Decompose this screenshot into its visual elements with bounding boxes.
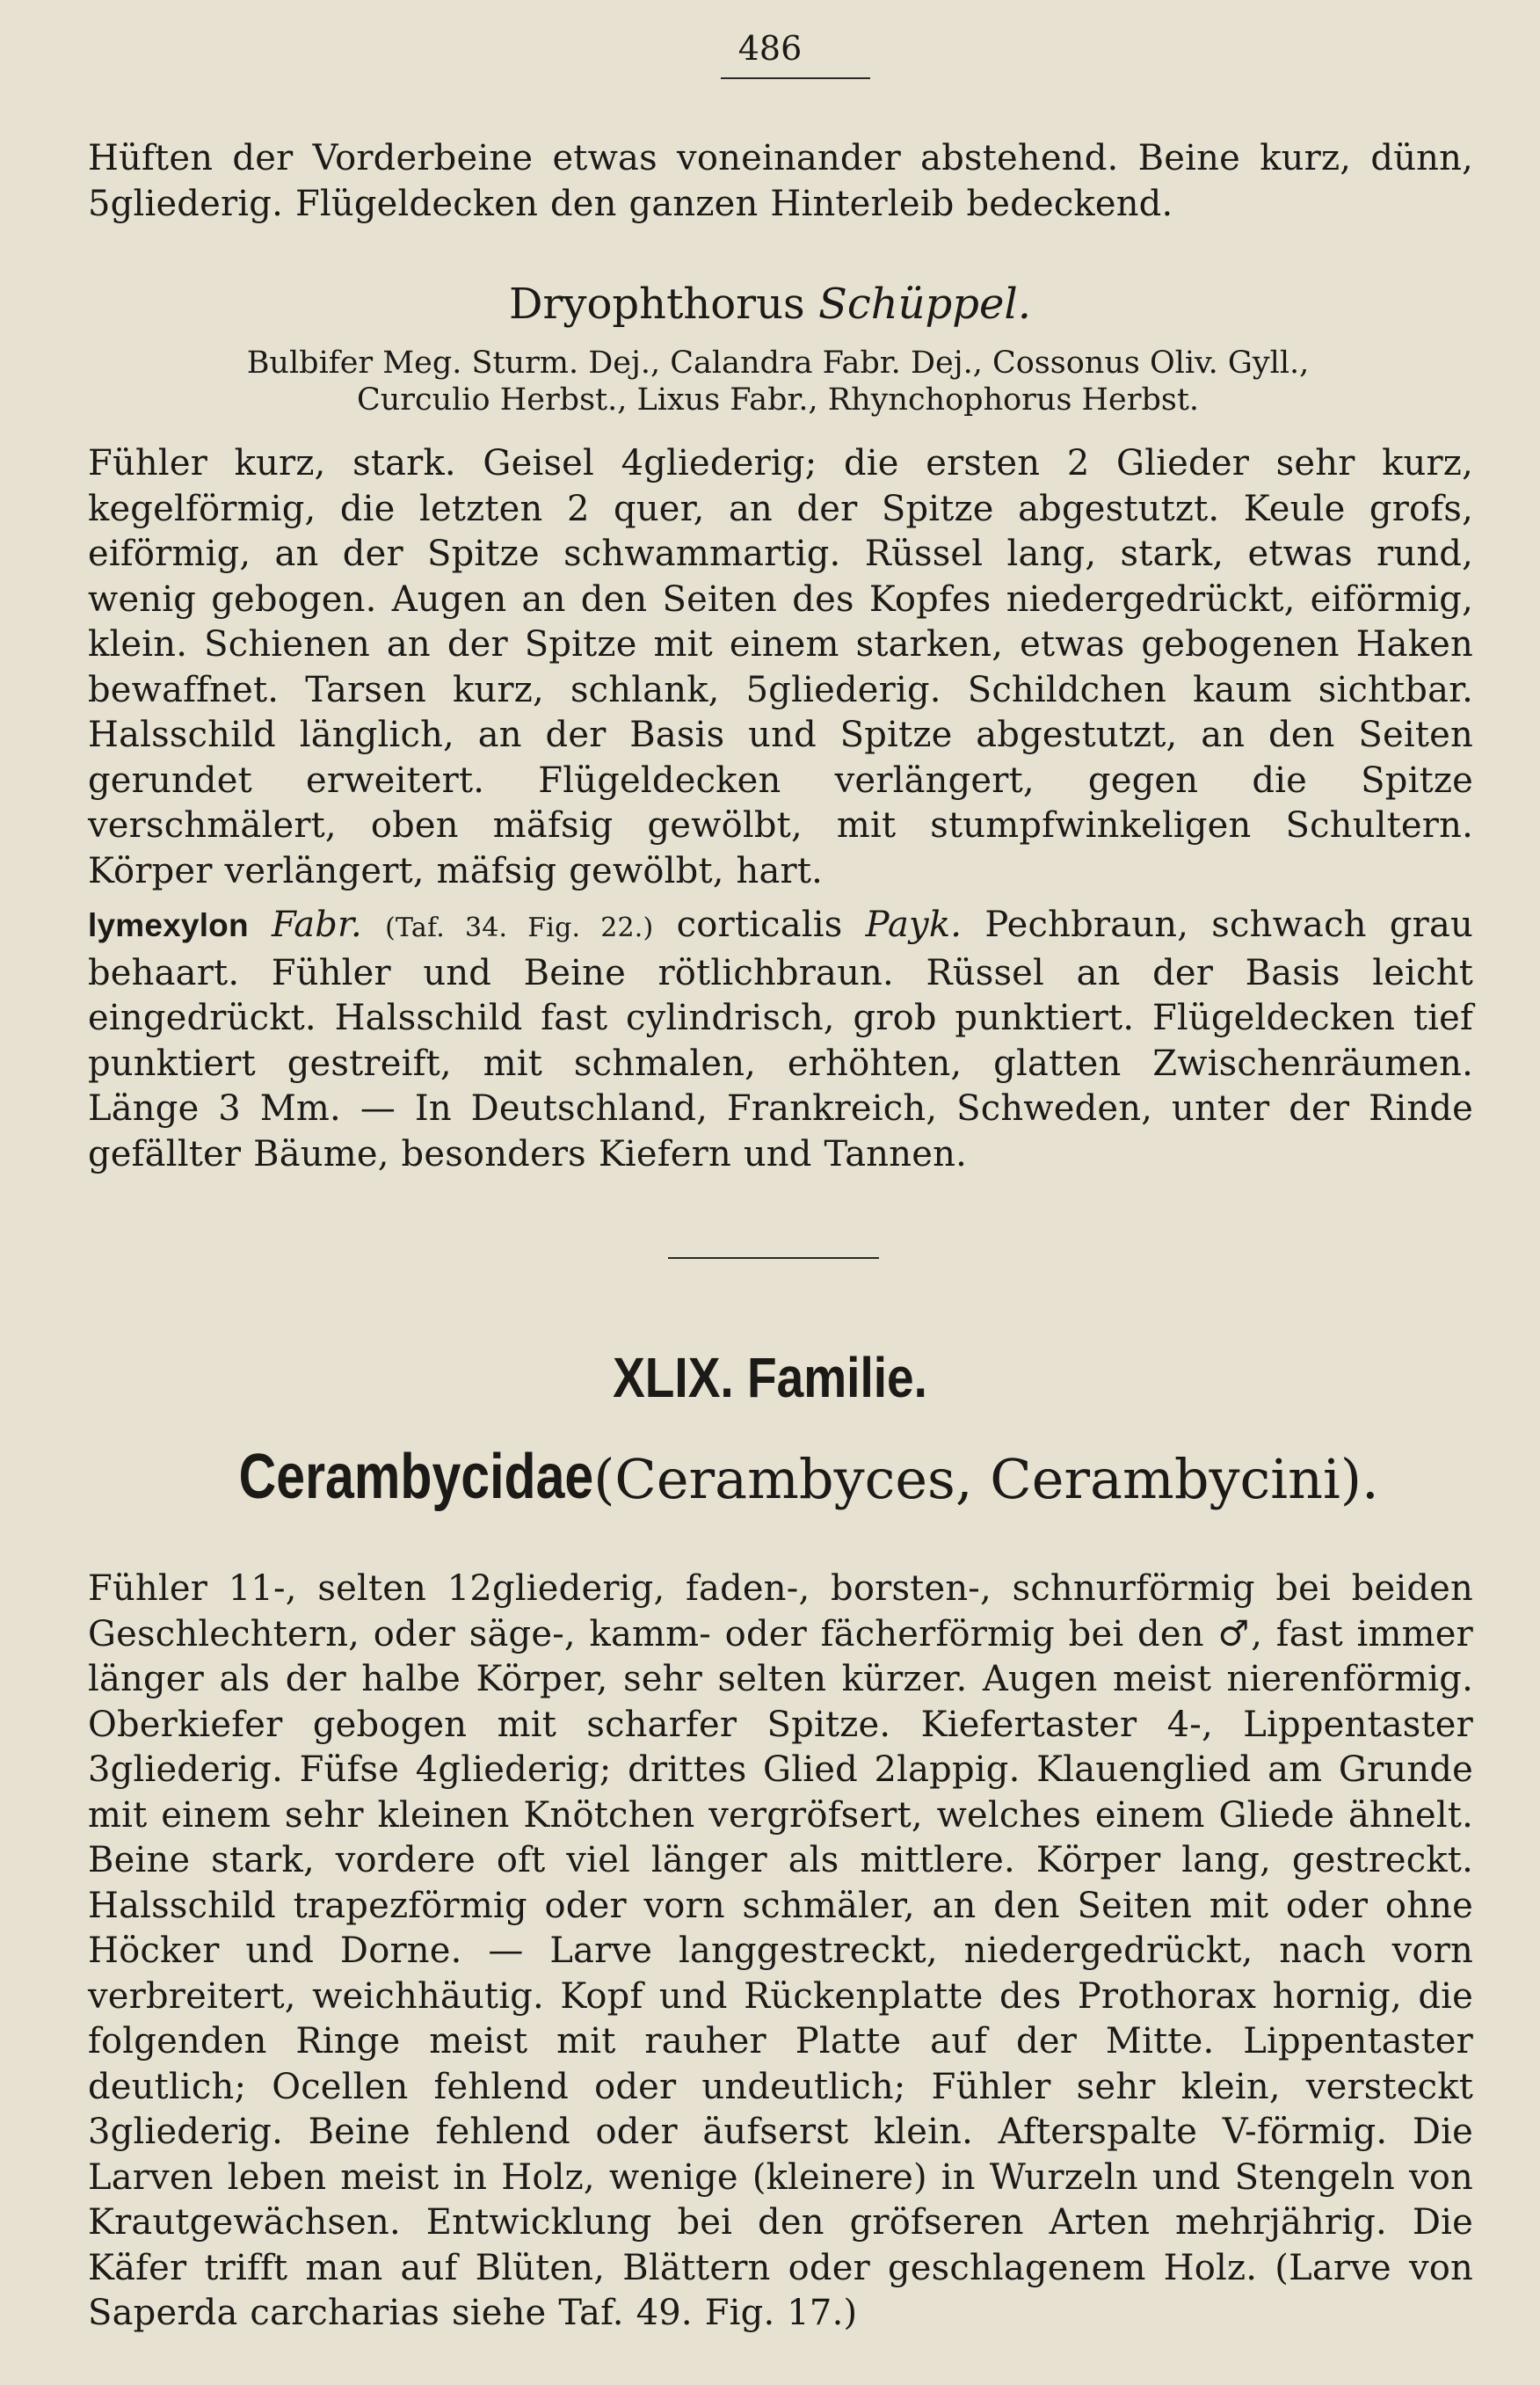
intro-paragraph: Hüften der Vorderbeine etwas voneinander abstehend. Beine kurz, dünn, 5gliederig. Flügeldecken den ganzen Hinterleib bedeckend. bbox=[88, 138, 1473, 224]
genus-author: Schüppel. bbox=[817, 280, 1031, 329]
family-description: Fühler 11-, selten 12gliederig, faden-, borsten-, schnurförmig bei beiden Geschlechtern, oder säge-, kamm- oder fächerförmig bei den ♂, fast immer länger als der halbe Körper, sehr selten kürzer. Augen meist nierenförmig. Oberkiefer gebogen mit scharfer Spitze. Kiefertaster 4-, Lippentaster 3gliederig. Füfse 4gliederig; drittes Glied 2lappig. Klauenglied am Grunde mit einem sehr kleinen Knötchen vergröfsert, welches einem Gliede ähnelt. Beine stark, vordere oft viel länger als mittlere. Körper lang, gestreckt. Halsschild trapezförmig oder vorn schmäler, an den Seiten mit oder ohne Höcker und Dorne. — Larve langgestreckt, niedergedrückt, nach vorn verbreitert, weichhäutig. Kopf und Rückenplatte des Prothorax hornig, die folgenden Ringe meist mit rauher Platte auf der Mitte. Lippentaster deutlich; Ocellen fehlend oder undeutlich; Fühler sehr klein, versteckt 3gliederig. Beine fehlend oder äufserst klein. Afterspalte V-förmig. Die Larven leben meist in Holz, wenige (kleinere) in Wurzeln und Stengeln von Krautgewächsen. Entwicklung bei den gröfseren Arten mehrjährig. Die Käfer trifft man auf Blüten, Blättern oder geschlagenem Holz. (Larve von Saperda carcharias siehe Taf. 49. Fig. 17.) bbox=[88, 1568, 1473, 2333]
species-plate-reference: (Taf. 34. Fig. 22.) bbox=[385, 913, 654, 943]
species-synonym-author: Payk. bbox=[865, 905, 962, 945]
header-rule bbox=[721, 77, 870, 79]
genus-description: Fühler kurz, stark. Geisel 4gliederig; die ersten 2 Glieder sehr kurz, kegelförmig, die letzten 2 quer, an der Spitze abgestutzt. Keule grofs, eiförmig, an der Spitze schwammartig. Rüssel lang, stark, etwas rund, wenig gebogen. Augen an den Seiten des Kopfes niedergedrückt, eiförmig, klein. Schienen an der Spitze mit einem starken, etwas gebogenen Haken bewaffnet. Tarsen kurz, schlank, 5gliederig. Schildchen kaum sichtbar. Halsschild länglich, an der Basis und Spitze abgestutzt, an den Seiten gerundet erweitert. Flügeldecken verlängert, gegen die Spitze verschmälert, oben mäfsig gewölbt, mit stumpfwinkeligen Schultern. Körper verlängert, mäfsig gewölbt, hart. bbox=[88, 443, 1473, 891]
page-number: 486 bbox=[737, 29, 803, 68]
family-alt-names: (Cerambyces, Cerambycini). bbox=[593, 1447, 1379, 1511]
species-entry bbox=[88, 903, 1473, 1177]
genus-synonyms: Bulbifer Meg. Sturm. Dej., Calandra Fabr. Dej., Cossonus Oliv. Gyll., Curculio Herbst., Lixus Fabr., Rhynchophorus Herbst. bbox=[246, 345, 1310, 418]
species-name: lymexylon bbox=[88, 907, 249, 943]
species-description: Pechbraun, schwach grau behaart. Fühler und Beine rötlichbraun. Rüssel an der Basis leicht eingedrückt. Halsschild fast cylindrisch, grob punktiert. Flügeldecken tief punktiert gestreift, mit schmalen, erhöhten, glatten Zwischenräumen. Länge 3 Mm. — In Deutschland, Frankreich, Schweden, unter der Rinde gefällter Bäume, besonders Kiefern und Tannen. bbox=[88, 905, 1473, 1174]
family-title bbox=[0, 1444, 1540, 1512]
family-name: Cerambycidae bbox=[238, 1442, 594, 1512]
section-divider bbox=[668, 1257, 879, 1259]
species-synonym: corticalis bbox=[676, 905, 843, 945]
family-number-heading: XLIX. Familie. bbox=[613, 1346, 927, 1409]
species-author: Fabr. bbox=[271, 905, 362, 945]
genus-name: Dryophthorus bbox=[508, 280, 805, 329]
genus-heading bbox=[0, 280, 1540, 329]
